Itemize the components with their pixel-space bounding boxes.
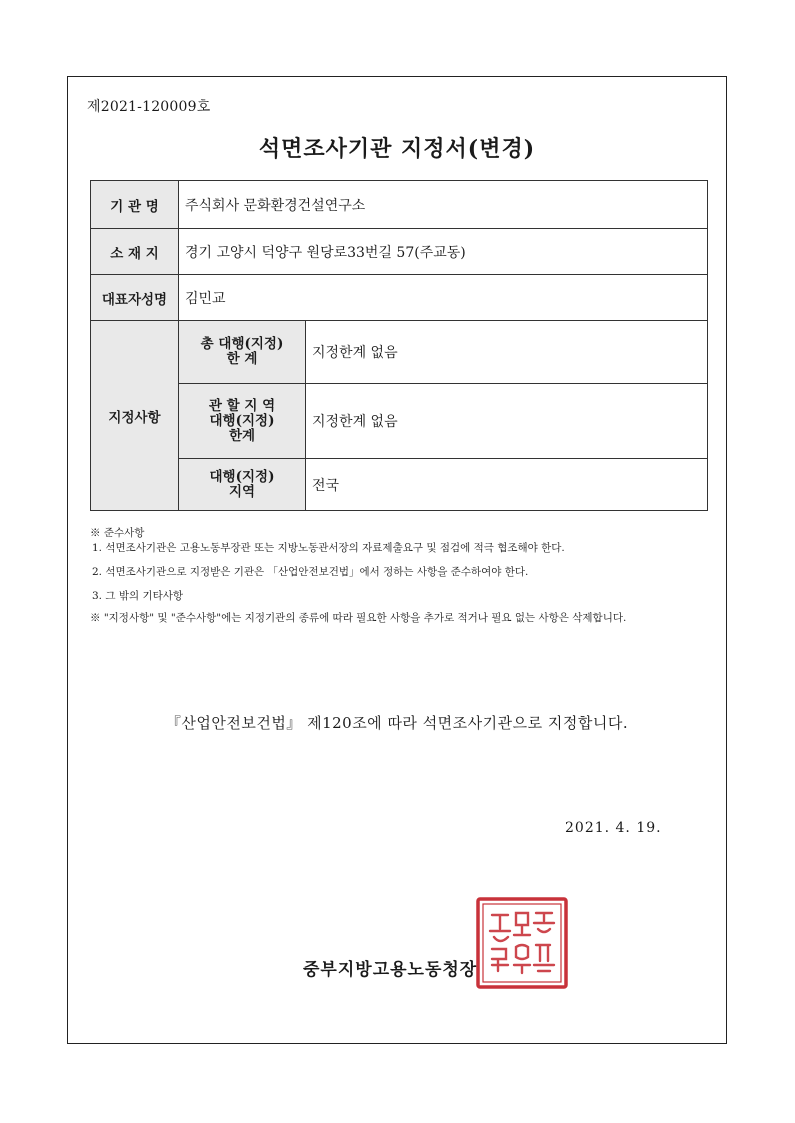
total-limit-label-line2: 한 계	[226, 351, 258, 367]
total-limit-value: 지정한계 없음	[306, 321, 708, 384]
region-label-line2: 지역	[228, 483, 256, 500]
official-seal-icon	[474, 895, 570, 991]
designation-row-jurisdiction-limit	[91, 384, 708, 459]
jurisdiction-limit-label	[179, 384, 306, 459]
institution-value: 주식회사 문화환경건설연구소	[179, 181, 708, 229]
region-label-line1: 대행(지정)	[209, 468, 275, 485]
notes-heading: ※ 준수사항	[90, 527, 145, 539]
note-item-3: 3. 그 밖의 기타사항	[92, 590, 184, 602]
designation-label: 지정사항	[91, 321, 179, 511]
jurisdiction-limit-label-line1: 관 할 지 역	[208, 397, 276, 414]
designation-statement: 『산업안전보건법』 제120조에 따라 석면조사기관으로 지정합니다.	[165, 714, 629, 732]
document-title: 석면조사기관 지정서(변경)	[258, 136, 536, 162]
designation-row-region	[91, 459, 708, 511]
total-limit-label	[179, 321, 306, 384]
info-table	[90, 180, 708, 511]
total-limit-label-line1: 총 대행(지정)	[200, 336, 284, 352]
institution-row	[91, 181, 708, 229]
notes-footnote: ※ "지정사항" 및 "준수사항"에는 지정기관의 종류에 따라 필요한 사항을 추가로 적거나 필요 없는 사항은 삭제합니다.	[90, 612, 627, 624]
note-item-1: 1. 석면조사기관은 고용노동부장관 또는 지방노동관서장의 자료제출요구 및 점검에 적극 협조해야 한다.	[92, 542, 565, 554]
designation-row-total-limit	[91, 321, 708, 384]
region-value: 전국	[306, 459, 708, 511]
document-number: 제2021-120009호	[87, 99, 211, 115]
jurisdiction-limit-label-line2: 대행(지정)	[209, 412, 275, 429]
representative-value: 김민교	[179, 275, 708, 321]
representative-row	[91, 275, 708, 321]
jurisdiction-limit-label-line3: 한계	[228, 427, 256, 444]
location-value: 경기 고양시 덕양구 원당로33번길 57(주교동)	[179, 229, 708, 275]
compliance-notes	[90, 526, 705, 625]
issuer-name: 중부지방고용노동청장	[303, 960, 478, 980]
jurisdiction-limit-value: 지정한계 없음	[306, 384, 708, 459]
region-label	[179, 459, 306, 511]
issue-date: 2021. 4. 19.	[565, 820, 662, 836]
location-row	[91, 229, 708, 275]
representative-label: 대표자성명	[91, 275, 179, 321]
location-label: 소 재 지	[91, 229, 179, 275]
note-item-2: 2. 석면조사기관으로 지정받은 기관은 「산업안전보건법」에서 정하는 사항을 준수하여야 한다.	[92, 566, 529, 578]
institution-label: 기 관 명	[91, 181, 179, 229]
